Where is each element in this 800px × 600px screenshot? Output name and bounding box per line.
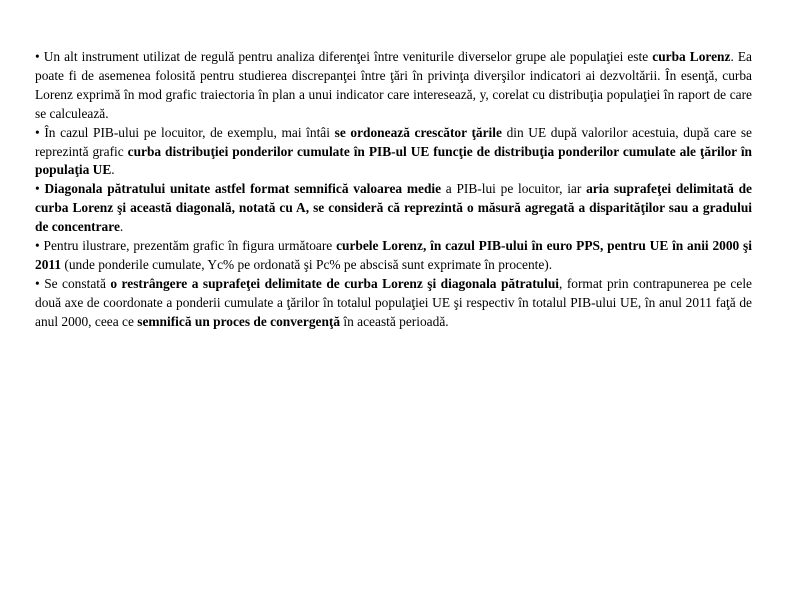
bold-segment: semnifică un proces de convergenţă	[137, 313, 341, 329]
paragraph-illustration	[35, 237, 752, 275]
text-segment: Pentru ilustrare, prezentăm grafic în figura următoare	[43, 238, 337, 254]
bullet: •	[35, 49, 40, 64]
text-segment: . Ea poate fi de asemenea folosită pentru studierea discrepanţei între ţări în privinţa diverşilor indicatori ai dezvoltării. În esenţă, curba Lorenz exprimă în mod grafic traiectoria în plan a unui indicator care interesează, y, corelat cu distribuţia populaţiei în raport de care se calculează.	[35, 49, 752, 121]
paragraph-gdp-ordering	[35, 124, 752, 181]
bold-segment: Diagonala pătratului unitate astfel format semnifică valoarea medie	[44, 181, 442, 197]
paragraph-diagonal	[35, 180, 752, 237]
bold-segment: aria suprafeţei delimitată de curba Lorenz şi această diagonală, notată cu A, se consideră că reprezintă o măsură agregată a disparităţilor sau a gradului de concentrare	[35, 181, 752, 235]
text-segment: În cazul PIB-ului pe locuitor, de exemplu, mai întâi	[44, 124, 335, 140]
bold-segment: curba distribuţiei ponderilor cumulate în PIB-ul UE funcţie de distribuţia ponderilor cumulate ale ţărilor în populaţia UE	[35, 143, 752, 178]
paragraph-convergence	[35, 275, 752, 332]
bullet: •	[35, 275, 40, 291]
bold-segment: curbele Lorenz, în cazul PIB-ului în euro PPS, pentru UE în anii 2000 şi 2011	[35, 238, 752, 272]
bold-segment: curba Lorenz	[652, 49, 731, 64]
bold-segment: se ordonează crescător ţările	[334, 124, 502, 140]
text-segment: Un alt instrument utilizat de regulă pentru analiza diferenţei între veniturile diverselor grupe ale populaţiei este	[43, 49, 653, 64]
text-segment: .	[111, 162, 115, 178]
bold-segment: o restrângere a suprafeţei delimitate de curba Lorenz şi diagonala pătratului	[110, 275, 559, 291]
text-segment: Se constată	[44, 275, 111, 291]
text-segment: .	[119, 219, 124, 235]
bullet: •	[35, 181, 40, 197]
text-body	[35, 48, 752, 332]
bullet: •	[35, 238, 40, 254]
text-segment: din UE după valorilor acestuia, după care se reprezintă grafic	[35, 124, 753, 159]
paragraph-lorenz-intro	[35, 48, 752, 124]
text-segment: a PIB-lui pe locuitor, iar	[441, 181, 587, 197]
bullet: •	[35, 124, 40, 140]
text-segment: , format prin contrapunerea pe cele două axe de coordonate a ponderii cumulate a ţărilor în totalul populaţiei UE şi respectiv în totalul PIB-ului UE, în anul 2011 faţă de anul 2000, ceea ce	[35, 275, 752, 329]
text-segment: în această perioadă.	[340, 313, 449, 329]
text-segment: (unde ponderile cumulate, Yc% pe ordonată şi Pc% pe abscisă sunt exprimate în procente).	[61, 256, 553, 272]
